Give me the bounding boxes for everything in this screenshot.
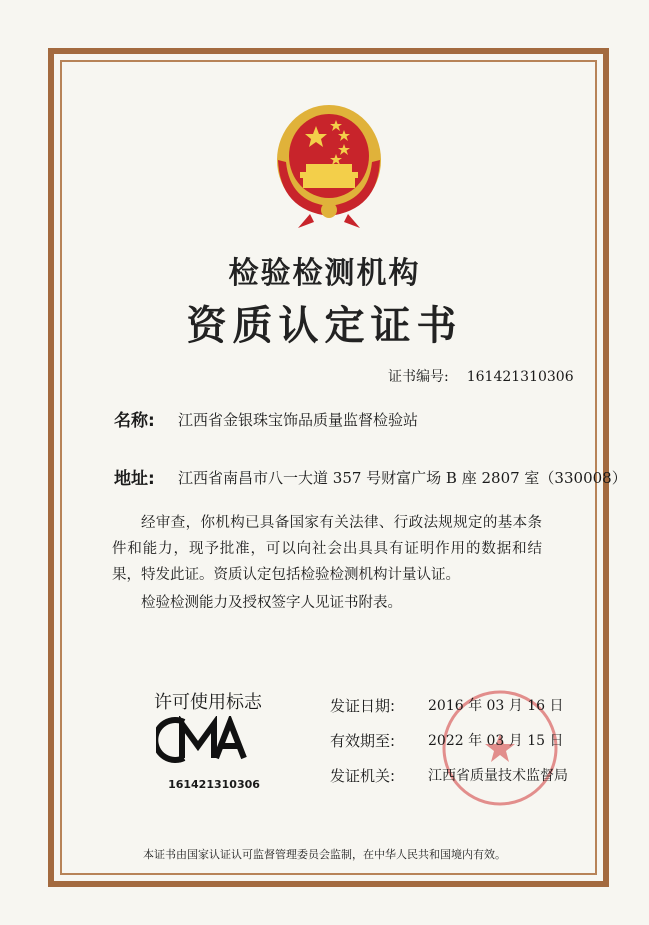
national-emblem-icon xyxy=(270,98,388,234)
address-label: 地址: xyxy=(114,469,155,489)
issuing-authority-value: 江西省质量技术监督局 xyxy=(428,768,568,784)
name-label: 名称: xyxy=(114,411,155,431)
title-line-1: 检验检测机构 xyxy=(228,256,421,291)
address-value: 江西省南昌市八一大道 357 号财富广场 B 座 2807 室（330008） xyxy=(178,469,627,487)
footer-note: 本证书由国家认证认可监督管理委员会监制，在中华人民共和国境内有效。 xyxy=(143,848,506,861)
license-mark-number: 161421310306 xyxy=(168,778,260,791)
license-mark-title: 许可使用标志 xyxy=(154,692,262,713)
body-paragraph-1: 经审查，你机构已具备国家有关法律、行政法规规定的基本条件和能力，现予批准，可以向社会出具具有证明作用的数据和结果，特发此证。资质认定包括检验检测机构计量认证。 xyxy=(112,515,542,583)
title-line-2: 资质认定证书 xyxy=(186,303,463,349)
cma-logo-icon xyxy=(156,716,254,764)
valid-until-value: 2022 年 03 月 15 日 xyxy=(428,733,564,749)
name-value: 江西省金银珠宝饰品质量监督检验站 xyxy=(178,411,419,429)
certificate-number-value: 161421310306 xyxy=(466,369,574,385)
issue-date-value: 2016 年 03 月 16 日 xyxy=(428,698,564,714)
issuing-authority-label: 发证机关: xyxy=(330,767,396,785)
certificate-number-label: 证书编号: xyxy=(388,369,449,385)
issue-date-label: 发证日期: xyxy=(330,697,396,715)
valid-until-label: 有效期至: xyxy=(330,732,396,750)
certificate-number xyxy=(388,366,574,386)
body-paragraph-2: 检验检测能力及授权签字人见证书附表。 xyxy=(141,595,402,611)
